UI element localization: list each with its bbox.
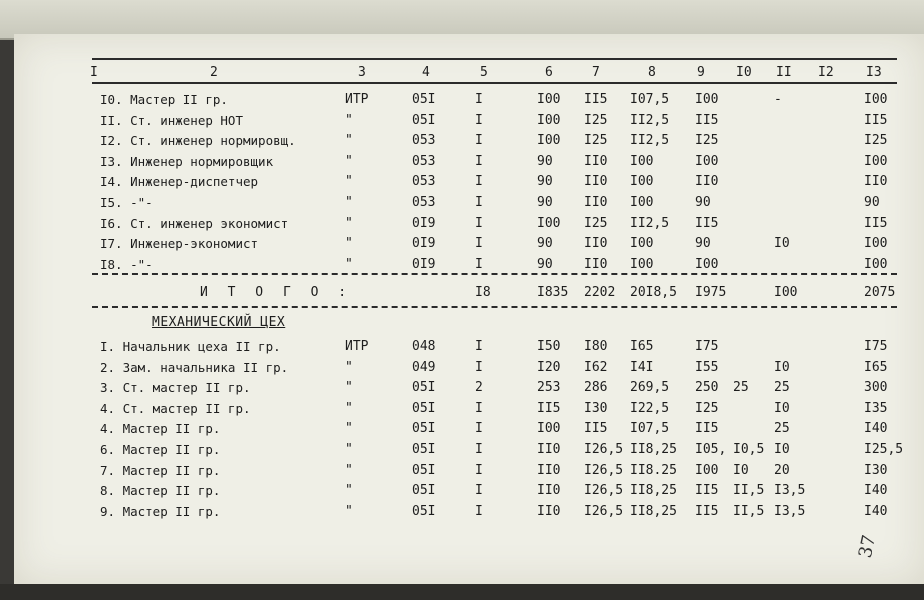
row-name: I0. Мастер II гр.: [100, 92, 228, 107]
table-row: [0, 255, 924, 275]
cell-c8: II8.25: [630, 462, 677, 478]
cell-c3: ": [345, 503, 353, 519]
header-row: [0, 63, 924, 83]
cell-c11: -: [774, 92, 782, 107]
cell-c10: I0,5: [733, 442, 765, 457]
header-bottom-rule: [92, 82, 897, 84]
cell-c9: I00: [695, 462, 719, 478]
cell-c8: I00: [630, 256, 654, 272]
header-col-9: 9: [697, 65, 705, 80]
cell-c3: ": [345, 256, 353, 272]
cell-c13: I35: [864, 400, 888, 416]
cell-c9: I25: [695, 133, 719, 149]
cell-c5: I: [475, 236, 483, 252]
cell-c11: 20: [774, 462, 790, 478]
cell-c8: I00: [630, 174, 654, 190]
cell-c13: II0: [864, 174, 888, 190]
cell-c8: II2,5: [630, 133, 670, 149]
cell-c6: II5: [537, 400, 561, 416]
header-col-7: 7: [592, 65, 600, 80]
cell-c8: I65: [630, 339, 654, 354]
total-c11: I00: [774, 285, 798, 300]
cell-c7: II0: [584, 256, 608, 272]
cell-c4: 05I: [412, 400, 436, 416]
cell-c8: I00: [630, 153, 654, 169]
cell-c11: I3,5: [774, 503, 806, 519]
row-name: 4. Ст. мастер II гр.: [100, 400, 251, 416]
cell-c4: 05I: [412, 380, 436, 396]
cell-c3: ": [345, 421, 353, 437]
section-title: МЕХАНИЧЕСКИЙ ЦЕХ: [152, 315, 286, 330]
total-row: [0, 283, 924, 303]
cell-c4: 05I: [412, 503, 436, 519]
page-number-mark: 37: [854, 533, 881, 560]
cell-c5: I: [475, 503, 483, 519]
table-row: [0, 461, 924, 481]
table-row: [0, 358, 924, 378]
cell-c11: I0: [774, 236, 790, 252]
cell-c6: I50: [537, 339, 561, 354]
cell-c8: I00: [630, 195, 654, 210]
cell-c4: 05I: [412, 421, 436, 437]
cell-c3: ": [345, 215, 353, 231]
total-c6: I835: [537, 285, 569, 300]
cell-c7: I62: [584, 359, 608, 375]
cell-c9: I75: [695, 339, 719, 354]
cell-c6: 90: [537, 195, 553, 210]
cell-c7: I30: [584, 400, 608, 416]
cell-c13: I00: [864, 92, 888, 107]
cell-c7: I26,5: [584, 483, 624, 499]
cell-c13: I25,5: [864, 442, 904, 457]
row-name: I3. Инженер нормировщик: [100, 153, 274, 169]
row-name: 4. Мастер II гр.: [100, 421, 221, 437]
table-row: [0, 214, 924, 234]
cell-c9: I00: [695, 153, 719, 169]
cell-c6: I00: [537, 92, 561, 107]
row-name: 2. Зам. начальника II гр.: [100, 359, 289, 375]
cell-c11: I0: [774, 442, 790, 457]
cell-c5: I: [475, 215, 483, 231]
cell-c6: 90: [537, 256, 553, 272]
cell-c5: I: [475, 256, 483, 272]
cell-c8: II8,25: [630, 442, 677, 457]
total-label: И Т О Г О :: [200, 285, 353, 300]
row-name: II. Ст. инженер НОТ: [100, 112, 243, 128]
header-col-11: II: [776, 65, 792, 80]
table-row: [0, 399, 924, 419]
row-name: 8. Мастер II гр.: [100, 483, 221, 499]
cell-c5: I: [475, 195, 483, 210]
total-c8: 20I8,5: [630, 285, 677, 300]
cell-c3: ": [345, 400, 353, 416]
cell-c9: 90: [695, 195, 711, 210]
cell-c11: I0: [774, 359, 790, 375]
cell-c9: 250: [695, 380, 719, 396]
cell-c6: I00: [537, 112, 561, 128]
header-col-3: 3: [358, 65, 366, 80]
cell-c6: I00: [537, 215, 561, 231]
table-row: [0, 152, 924, 172]
cell-c6: II0: [537, 462, 561, 478]
cell-c3: ": [345, 195, 353, 210]
cell-c4: 05I: [412, 112, 436, 128]
table-row: [0, 172, 924, 192]
header-col-1: I: [90, 65, 98, 80]
header-col-4: 4: [422, 65, 430, 80]
cell-c7: I25: [584, 215, 608, 231]
cell-c10: I0: [733, 462, 749, 478]
cell-c3: ": [345, 442, 353, 457]
cell-c13: I40: [864, 421, 888, 437]
cell-c13: I65: [864, 359, 888, 375]
row-name: I2. Ст. инженер нормировщ.: [100, 133, 296, 149]
row-name: I8. -"-: [100, 256, 153, 272]
cell-c6: 90: [537, 236, 553, 252]
cell-c3: ": [345, 133, 353, 149]
cell-c13: I40: [864, 483, 888, 499]
cell-c4: 049: [412, 359, 436, 375]
cell-c9: II5: [695, 503, 719, 519]
cell-c5: I: [475, 92, 483, 107]
table-row: [0, 419, 924, 439]
cell-c9: I55: [695, 359, 719, 375]
cell-c3: ": [345, 380, 353, 396]
cell-c4: 05I: [412, 483, 436, 499]
cell-c7: II5: [584, 421, 608, 437]
table-row: [0, 481, 924, 501]
row-name: I5. -"-: [100, 195, 153, 210]
total-c5: I8: [475, 285, 491, 300]
cell-c5: I: [475, 112, 483, 128]
header-col-10: I0: [736, 65, 752, 80]
cell-c3: ": [345, 483, 353, 499]
cell-c7: II0: [584, 236, 608, 252]
cell-c3: ": [345, 359, 353, 375]
cell-c3: ": [345, 236, 353, 252]
cell-c9: II0: [695, 174, 719, 190]
cell-c5: I: [475, 359, 483, 375]
cell-c9: I05,: [695, 442, 727, 457]
cell-c8: I07,5: [630, 92, 670, 107]
cell-c4: 0I9: [412, 256, 436, 272]
cell-c10: II,5: [733, 483, 765, 499]
cell-c9: II5: [695, 421, 719, 437]
cell-c7: I80: [584, 339, 608, 354]
cell-c6: II0: [537, 442, 561, 457]
cell-c4: 053: [412, 195, 436, 210]
cell-c9: 90: [695, 236, 711, 252]
cell-c3: ИТР: [345, 92, 369, 107]
cell-c4: 05I: [412, 462, 436, 478]
cell-c4: 048: [412, 339, 436, 354]
total-c9: I975: [695, 285, 727, 300]
cell-c4: 053: [412, 174, 436, 190]
cell-c7: II0: [584, 174, 608, 190]
table-row: [0, 90, 924, 110]
header-col-12: I2: [818, 65, 834, 80]
cell-c5: I: [475, 442, 483, 457]
cell-c6: I00: [537, 421, 561, 437]
cell-c9: II5: [695, 215, 719, 231]
cell-c5: I: [475, 339, 483, 354]
cell-c3: ": [345, 462, 353, 478]
cell-c7: I25: [584, 133, 608, 149]
cell-c3: ": [345, 174, 353, 190]
cell-c7: I26,5: [584, 442, 624, 457]
cell-c11: 25: [774, 380, 790, 396]
cell-c8: 269,5: [630, 380, 670, 396]
row-name: I6. Ст. инженер экономист: [100, 215, 289, 231]
table-row: [0, 111, 924, 131]
row-name: 3. Ст. мастер II гр.: [100, 380, 251, 396]
total-c7: 2202: [584, 285, 616, 300]
cell-c10: II,5: [733, 503, 765, 519]
cell-c6: I00: [537, 133, 561, 149]
cell-c13: I25: [864, 133, 888, 149]
row-name: 6. Мастер II гр.: [100, 442, 221, 457]
cell-c13: I40: [864, 503, 888, 519]
cell-c10: 25: [733, 380, 749, 396]
table-row: [0, 234, 924, 254]
header-col-13: I3: [866, 65, 882, 80]
cell-c7: II5: [584, 92, 608, 107]
header-top-rule: [92, 58, 897, 60]
cell-c7: II0: [584, 195, 608, 210]
total-bottom-rule: [92, 306, 897, 308]
cell-c13: II5: [864, 215, 888, 231]
section-title-row: [0, 313, 924, 333]
total-top-rule: [92, 273, 897, 275]
cell-c11: 25: [774, 421, 790, 437]
cell-c11: I3,5: [774, 483, 806, 499]
cell-c13: II5: [864, 112, 888, 128]
cell-c5: I: [475, 174, 483, 190]
cell-c7: I26,5: [584, 503, 624, 519]
cell-c8: I4I: [630, 359, 654, 375]
cell-c13: I00: [864, 256, 888, 272]
cell-c4: 053: [412, 133, 436, 149]
scanner-bottom-strip: [0, 584, 924, 600]
header-col-2: 2: [210, 65, 218, 80]
cell-c9: II5: [695, 483, 719, 499]
cell-c13: I00: [864, 153, 888, 169]
cell-c6: II0: [537, 503, 561, 519]
cell-c9: II5: [695, 112, 719, 128]
cell-c6: 90: [537, 174, 553, 190]
table-row: [0, 378, 924, 398]
cell-c7: 286: [584, 380, 608, 396]
header-col-6: 6: [545, 65, 553, 80]
cell-c7: I25: [584, 112, 608, 128]
cell-c5: I: [475, 153, 483, 169]
cell-c11: I0: [774, 400, 790, 416]
cell-c13: I00: [864, 236, 888, 252]
cell-c5: I: [475, 462, 483, 478]
table-row: [0, 337, 924, 357]
cell-c3: ": [345, 112, 353, 128]
cell-c9: I00: [695, 256, 719, 272]
cell-c13: 90: [864, 195, 880, 210]
cell-c5: I: [475, 483, 483, 499]
cell-c4: 05I: [412, 442, 436, 457]
cell-c9: I00: [695, 92, 719, 107]
cell-c6: II0: [537, 483, 561, 499]
cell-c5: 2: [475, 380, 483, 396]
cell-c6: 253: [537, 380, 561, 396]
cell-c8: II8,25: [630, 483, 677, 499]
cell-c13: I30: [864, 462, 888, 478]
total-c13: 2075: [864, 285, 896, 300]
row-name: 9. Мастер II гр.: [100, 503, 221, 519]
row-name: I. Начальник цеха II гр.: [100, 339, 281, 354]
cell-c6: I20: [537, 359, 561, 375]
cell-c3: ИТР: [345, 339, 369, 354]
header-col-5: 5: [480, 65, 488, 80]
row-name: 7. Мастер II гр.: [100, 462, 221, 478]
cell-c8: II2,5: [630, 112, 670, 128]
table-row: [0, 131, 924, 151]
cell-c8: II2,5: [630, 215, 670, 231]
cell-c4: 053: [412, 153, 436, 169]
cell-c13: I75: [864, 339, 888, 354]
cell-c8: II8,25: [630, 503, 677, 519]
row-name: I7. Инженер-экономист: [100, 236, 259, 252]
table-row: [0, 193, 924, 213]
cell-c4: 0I9: [412, 236, 436, 252]
table-row: [0, 502, 924, 522]
cell-c5: I: [475, 400, 483, 416]
cell-c4: 05I: [412, 92, 436, 107]
cell-c5: I: [475, 421, 483, 437]
cell-c5: I: [475, 133, 483, 149]
table-row: [0, 440, 924, 460]
cell-c8: I07,5: [630, 421, 670, 437]
cell-c6: 90: [537, 153, 553, 169]
cell-c8: I22,5: [630, 400, 670, 416]
cell-c3: ": [345, 153, 353, 169]
row-name: I4. Инженер-диспетчер: [100, 174, 259, 190]
cell-c9: I25: [695, 400, 719, 416]
cell-c8: I00: [630, 236, 654, 252]
cell-c7: II0: [584, 153, 608, 169]
cell-c7: I26,5: [584, 462, 624, 478]
cell-c13: 300: [864, 380, 888, 396]
cell-c4: 0I9: [412, 215, 436, 231]
header-col-8: 8: [648, 65, 656, 80]
